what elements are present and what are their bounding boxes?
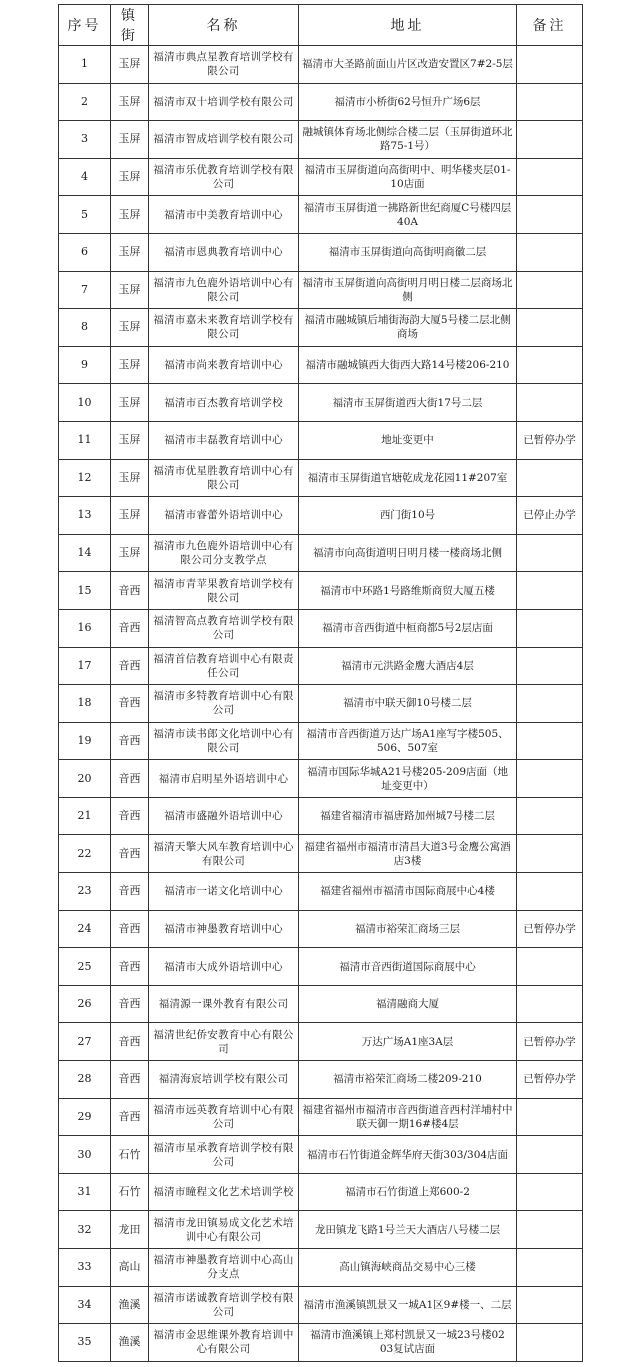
cell-name: 福清市神墨教育培训中心高山分支点 [149, 1249, 299, 1287]
cell-name: 福清世纪侨安教育中心有限公司 [149, 1023, 299, 1061]
cell-no: 28 [59, 1061, 111, 1099]
cell-name: 福清市金思维课外教育培训中心有限公司 [149, 1324, 299, 1362]
cell-no: 13 [59, 497, 111, 535]
table-row [59, 421, 583, 459]
cell-no: 32 [59, 1211, 111, 1249]
cell-name: 福清市诺诚教育培训学校有限公司 [149, 1286, 299, 1324]
cell-town: 龙田 [111, 1211, 149, 1249]
cell-note [517, 158, 583, 196]
cell-no: 19 [59, 722, 111, 760]
cell-town: 高山 [111, 1249, 149, 1287]
cell-town: 石竹 [111, 1136, 149, 1174]
cell-note [517, 835, 583, 873]
cell-town: 玉屏 [111, 384, 149, 422]
cell-name: 福清市星承教育培训学校有限公司 [149, 1136, 299, 1174]
table-row [59, 873, 583, 911]
cell-no: 7 [59, 271, 111, 309]
table-row [59, 572, 583, 610]
cell-town: 音西 [111, 835, 149, 873]
cell-address: 福清市中环路1号路维斯商贸大厦五楼 [299, 572, 517, 610]
table-row [59, 1286, 583, 1324]
cell-name: 福清市优星胜教育培训中心有限公司 [149, 459, 299, 497]
table-row [59, 1136, 583, 1174]
cell-address: 福清市石竹街道金辉华府天街303/304店面 [299, 1136, 517, 1174]
cell-name: 福清市大成外语培训中心 [149, 948, 299, 986]
cell-address: 福清市元洪路金鹰大酒店4层 [299, 647, 517, 685]
cell-name: 福清海宸培训学校有限公司 [149, 1061, 299, 1099]
cell-address: 西门街10号 [299, 497, 517, 535]
cell-town: 玉屏 [111, 309, 149, 347]
cell-note: 已暂停办学 [517, 910, 583, 948]
cell-address: 福清市渔溪镇上郑村凯景又一城23号楼02 03复试店面 [299, 1324, 517, 1362]
cell-name: 福清市中美教育培训中心 [149, 196, 299, 234]
table-row [59, 1173, 583, 1211]
cell-address: 福清市玉屏街道向高街明商徽二层 [299, 233, 517, 271]
cell-note [517, 685, 583, 723]
training-institutions-table [58, 4, 583, 1362]
table-row [59, 685, 583, 723]
cell-address: 地址变更中 [299, 421, 517, 459]
cell-name: 福清市百杰教育培训学校 [149, 384, 299, 422]
cell-note [517, 1098, 583, 1136]
table-row [59, 760, 583, 798]
cell-address: 福清市玉屏街道一拂路新世纪商厦C号楼四层40A [299, 196, 517, 234]
header-town: 镇街 [111, 5, 149, 46]
cell-address: 福清市玉屏街道官塘乾成龙花园11#207室 [299, 459, 517, 497]
cell-town: 玉屏 [111, 346, 149, 384]
table-row [59, 384, 583, 422]
cell-address: 福清市音西街道中桓商都5号2层店面 [299, 609, 517, 647]
table-row [59, 534, 583, 572]
cell-address: 福清市石竹街道上郑600-2 [299, 1173, 517, 1211]
cell-town: 玉屏 [111, 233, 149, 271]
cell-no: 35 [59, 1324, 111, 1362]
cell-no: 10 [59, 384, 111, 422]
cell-note [517, 760, 583, 798]
cell-name: 福清市丰磊教育培训中心 [149, 421, 299, 459]
cell-note [517, 271, 583, 309]
cell-name: 福清首信教育培训中心有限责任公司 [149, 647, 299, 685]
cell-note [517, 121, 583, 159]
cell-address: 福清市玉屏街道西大街17号二层 [299, 384, 517, 422]
cell-address: 福清融商大厦 [299, 985, 517, 1023]
cell-name: 福清市龙田镇易成文化艺术培训中心有限公司 [149, 1211, 299, 1249]
cell-no: 11 [59, 421, 111, 459]
cell-no: 15 [59, 572, 111, 610]
header-name: 名称 [149, 5, 299, 46]
cell-address: 福清市融城镇后埔街海韵大厦5号楼二层北侧商场 [299, 309, 517, 347]
cell-town: 玉屏 [111, 196, 149, 234]
cell-name: 福清市智成培训学校有限公司 [149, 121, 299, 159]
cell-no: 29 [59, 1098, 111, 1136]
cell-address: 福清市玉屏街道向高街明中、明华楼夹层01-10店面 [299, 158, 517, 196]
cell-note [517, 46, 583, 84]
cell-address: 福清市裕荣汇商场三层 [299, 910, 517, 948]
cell-no: 30 [59, 1136, 111, 1174]
cell-no: 27 [59, 1023, 111, 1061]
cell-address: 福建省福州市福清市清昌大道3号金鹰公寓酒店3楼 [299, 835, 517, 873]
cell-town: 音西 [111, 985, 149, 1023]
cell-note: 已暂停办学 [517, 1061, 583, 1099]
cell-name: 福清市启明星外语培训中心 [149, 760, 299, 798]
cell-town: 音西 [111, 1061, 149, 1099]
cell-no: 8 [59, 309, 111, 347]
table-header-row [59, 5, 583, 46]
header-note: 备注 [517, 5, 583, 46]
cell-address: 福清市音西街道万达广场A1座写字楼505、506、507室 [299, 722, 517, 760]
cell-note [517, 83, 583, 121]
cell-note [517, 384, 583, 422]
cell-town: 音西 [111, 948, 149, 986]
cell-no: 2 [59, 83, 111, 121]
cell-address: 福建省福州市福清市国际商展中心4楼 [299, 873, 517, 911]
table-row [59, 609, 583, 647]
cell-no: 16 [59, 609, 111, 647]
cell-name: 福清市青苹果教育培训学校有限公司 [149, 572, 299, 610]
cell-note [517, 233, 583, 271]
table-row [59, 497, 583, 535]
table-row [59, 1023, 583, 1061]
cell-note [517, 459, 583, 497]
cell-name: 福清市恩典教育培训中心 [149, 233, 299, 271]
cell-town: 玉屏 [111, 459, 149, 497]
cell-town: 音西 [111, 1098, 149, 1136]
cell-note [517, 985, 583, 1023]
table-row [59, 233, 583, 271]
cell-note [517, 1324, 583, 1362]
cell-note [517, 309, 583, 347]
cell-name: 福清市盛融外语培训中心 [149, 797, 299, 835]
cell-address: 福清市国际华城A21号楼205-209店面（地址变更中） [299, 760, 517, 798]
cell-no: 23 [59, 873, 111, 911]
cell-address: 福清市裕荣汇商场二楼209-210 [299, 1061, 517, 1099]
table-row [59, 910, 583, 948]
table-row [59, 459, 583, 497]
cell-town: 音西 [111, 685, 149, 723]
cell-no: 14 [59, 534, 111, 572]
cell-note [517, 1249, 583, 1287]
cell-name: 福清天擎大风车教育培训中心有限公司 [149, 835, 299, 873]
cell-note [517, 346, 583, 384]
cell-town: 音西 [111, 797, 149, 835]
table-row [59, 46, 583, 84]
cell-note [517, 873, 583, 911]
table-row [59, 1061, 583, 1099]
cell-address: 福清市渔溪镇凯景又一城A1区9#楼一、二层 [299, 1286, 517, 1324]
cell-address: 龙田镇龙飞路1号兰天大酒店八号楼二层 [299, 1211, 517, 1249]
cell-town: 玉屏 [111, 421, 149, 459]
cell-town: 玉屏 [111, 158, 149, 196]
cell-name: 福清智高点教育培训学校有限公司 [149, 609, 299, 647]
cell-town: 渔溪 [111, 1324, 149, 1362]
cell-note [517, 647, 583, 685]
cell-name: 福清市九色鹿外语培训中心有限公司 [149, 271, 299, 309]
table-row [59, 83, 583, 121]
table-row [59, 647, 583, 685]
cell-no: 4 [59, 158, 111, 196]
cell-name: 福清市尚来教育培训中心 [149, 346, 299, 384]
cell-address: 福清市音西街道国际商展中心 [299, 948, 517, 986]
cell-no: 22 [59, 835, 111, 873]
cell-town: 音西 [111, 1023, 149, 1061]
cell-note [517, 609, 583, 647]
cell-address: 福建省福清市福唐路加州城7号楼二层 [299, 797, 517, 835]
cell-address: 福清市玉屏街道向高街明月明日楼二层商场北侧 [299, 271, 517, 309]
cell-note [517, 948, 583, 986]
cell-name: 福清市睿蕾外语培训中心 [149, 497, 299, 535]
cell-no: 34 [59, 1286, 111, 1324]
cell-no: 12 [59, 459, 111, 497]
cell-no: 24 [59, 910, 111, 948]
cell-note [517, 534, 583, 572]
cell-name: 福清市神墨教育培训中心 [149, 910, 299, 948]
cell-name: 福清市读书郎文化培训中心有限公司 [149, 722, 299, 760]
cell-note [517, 196, 583, 234]
cell-name: 福清市远英教育培训中心有限公司 [149, 1098, 299, 1136]
cell-note [517, 1286, 583, 1324]
cell-no: 1 [59, 46, 111, 84]
table-row [59, 797, 583, 835]
cell-no: 17 [59, 647, 111, 685]
cell-note [517, 1211, 583, 1249]
table-row [59, 271, 583, 309]
table-row [59, 948, 583, 986]
table-row [59, 1249, 583, 1287]
cell-town: 玉屏 [111, 83, 149, 121]
table-row [59, 1324, 583, 1362]
cell-name: 福清源一课外教育有限公司 [149, 985, 299, 1023]
table-row [59, 158, 583, 196]
cell-town: 玉屏 [111, 271, 149, 309]
cell-no: 5 [59, 196, 111, 234]
cell-town: 音西 [111, 873, 149, 911]
cell-address: 福清市小桥街62号恒升广场6层 [299, 83, 517, 121]
cell-town: 音西 [111, 760, 149, 798]
cell-town: 渔溪 [111, 1286, 149, 1324]
cell-name: 福清市典点星教育培训学校有限公司 [149, 46, 299, 84]
cell-town: 玉屏 [111, 497, 149, 535]
cell-address: 福清市向高街道明日明月楼一楼商场北侧 [299, 534, 517, 572]
cell-name: 福清市九色鹿外语培训中心有限公司分支教学点 [149, 534, 299, 572]
cell-no: 18 [59, 685, 111, 723]
cell-name: 福清市嘉未来教育培训学校有限公司 [149, 309, 299, 347]
cell-note: 已停止办学 [517, 497, 583, 535]
table-row [59, 1211, 583, 1249]
table-body [59, 46, 583, 1362]
cell-town: 音西 [111, 572, 149, 610]
cell-name: 福清市双十培训学校有限公司 [149, 83, 299, 121]
cell-note [517, 797, 583, 835]
table-row [59, 346, 583, 384]
cell-name: 福清市多特教育培训中心有限公司 [149, 685, 299, 723]
cell-town: 玉屏 [111, 121, 149, 159]
cell-no: 33 [59, 1249, 111, 1287]
cell-note [517, 1173, 583, 1211]
cell-note [517, 572, 583, 610]
table-row [59, 722, 583, 760]
cell-town: 玉屏 [111, 46, 149, 84]
cell-no: 3 [59, 121, 111, 159]
cell-town: 音西 [111, 647, 149, 685]
cell-note: 已暂停办学 [517, 1023, 583, 1061]
cell-address: 福清市融城镇西大街西大路14号楼206-210 [299, 346, 517, 384]
cell-address: 福清市大圣路前面山片区改造安置区7#2-5层 [299, 46, 517, 84]
cell-town: 石竹 [111, 1173, 149, 1211]
cell-no: 6 [59, 233, 111, 271]
cell-name: 福清市一诺文化培训中心 [149, 873, 299, 911]
cell-town: 音西 [111, 722, 149, 760]
header-no: 序号 [59, 5, 111, 46]
cell-no: 20 [59, 760, 111, 798]
cell-address: 高山镇海峡商品交易中心三楼 [299, 1249, 517, 1287]
cell-address: 福建省福州市福清市音西街道音西村洋埔村中联天御一期16#楼4层 [299, 1098, 517, 1136]
cell-no: 31 [59, 1173, 111, 1211]
cell-note [517, 722, 583, 760]
table-row [59, 196, 583, 234]
cell-no: 26 [59, 985, 111, 1023]
table-row [59, 1098, 583, 1136]
cell-name: 福清市乐优教育培训学校有限公司 [149, 158, 299, 196]
cell-no: 21 [59, 797, 111, 835]
table-row [59, 309, 583, 347]
cell-town: 音西 [111, 609, 149, 647]
cell-no: 25 [59, 948, 111, 986]
cell-no: 9 [59, 346, 111, 384]
cell-address: 万达广场A1座3A层 [299, 1023, 517, 1061]
cell-town: 玉屏 [111, 534, 149, 572]
cell-name: 福清市瞳程文化艺术培训学校 [149, 1173, 299, 1211]
cell-note [517, 1136, 583, 1174]
cell-address: 融城镇体育场北侧综合楼二层（玉屏街道环北路75-1号） [299, 121, 517, 159]
cell-note: 已暂停办学 [517, 421, 583, 459]
cell-town: 音西 [111, 910, 149, 948]
table-row [59, 121, 583, 159]
header-address: 地址 [299, 5, 517, 46]
table-row [59, 835, 583, 873]
cell-address: 福清市中联天御10号楼二层 [299, 685, 517, 723]
table-row [59, 985, 583, 1023]
